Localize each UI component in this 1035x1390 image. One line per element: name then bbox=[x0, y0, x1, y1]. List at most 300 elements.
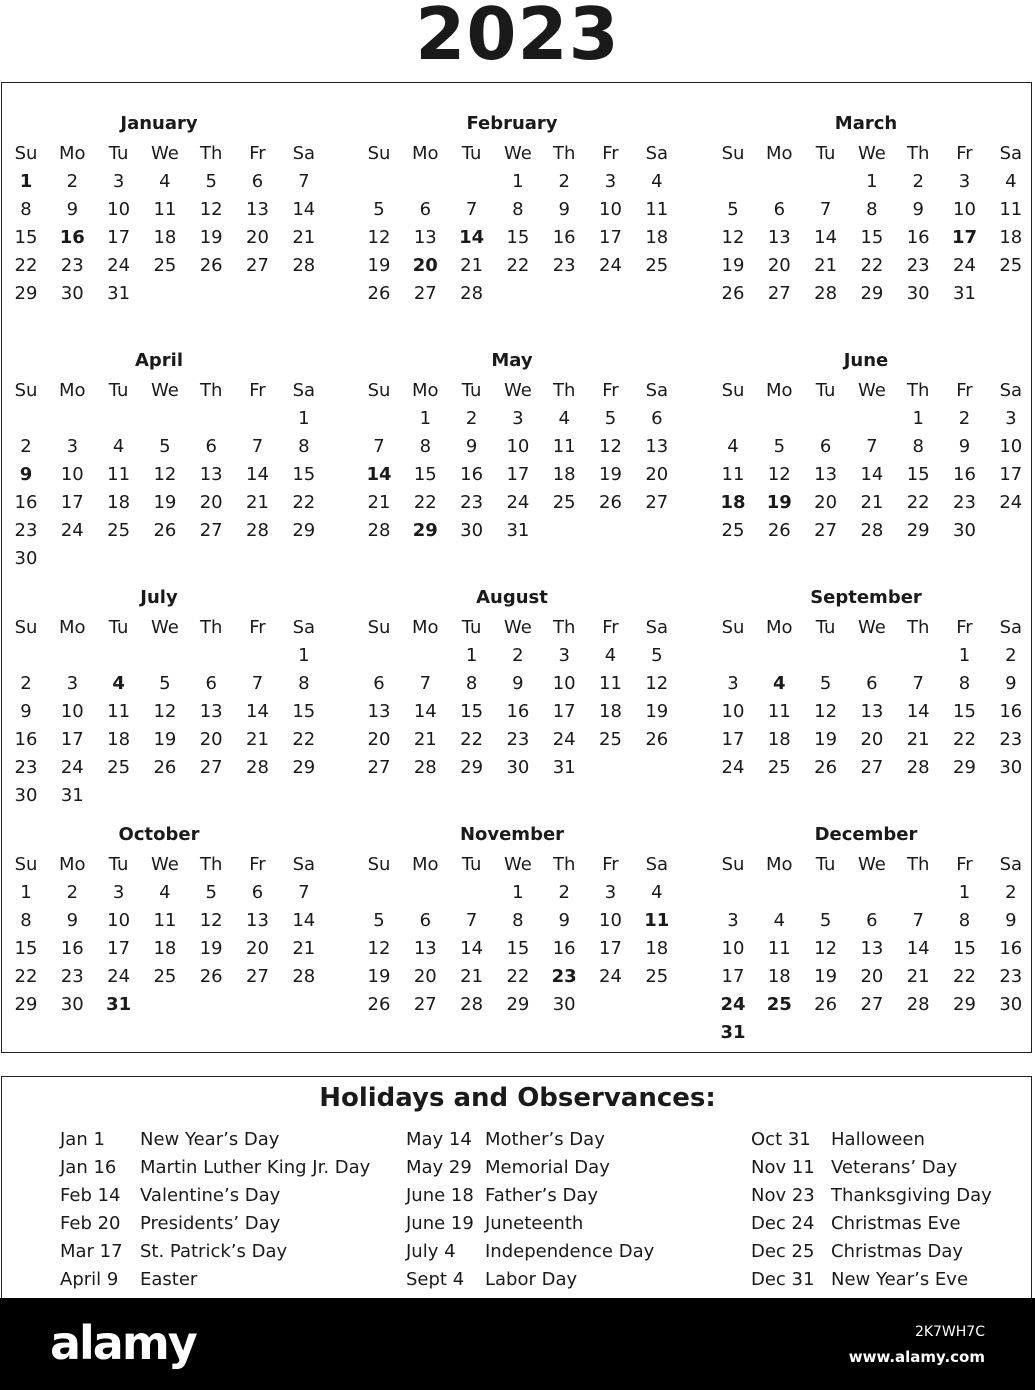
day-cell: 30 bbox=[14, 785, 38, 806]
day-cell: 21 bbox=[367, 492, 391, 513]
day-cell: 10 bbox=[60, 701, 84, 722]
holiday-name: Labor Day bbox=[485, 1269, 578, 1290]
weekday-header: Mo bbox=[59, 380, 86, 401]
holiday-date: Nov 23 bbox=[751, 1185, 815, 1206]
day-cell: 13 bbox=[367, 701, 391, 722]
day-cell: 26 bbox=[814, 757, 838, 778]
day-cell: 2 bbox=[20, 673, 32, 694]
month-name: October bbox=[118, 824, 200, 845]
holiday-name: Mother’s Day bbox=[485, 1129, 605, 1150]
day-cell: 26 bbox=[153, 520, 177, 541]
holiday-row bbox=[406, 1210, 736, 1238]
day-cell: 21 bbox=[246, 729, 269, 750]
day-cell: 15 bbox=[292, 464, 316, 485]
weekday-header: Th bbox=[199, 380, 223, 401]
weekday-header: We bbox=[857, 617, 886, 638]
weekday-header: Fr bbox=[956, 854, 973, 875]
weekday-header: Su bbox=[721, 143, 745, 164]
weekday-header: Sa bbox=[292, 854, 316, 875]
day-cell: 31 bbox=[106, 994, 132, 1015]
day-cell: 18 bbox=[153, 227, 177, 248]
day-cell: 13 bbox=[645, 436, 669, 457]
day-cell: 21 bbox=[292, 938, 316, 959]
holiday-row bbox=[751, 1210, 1035, 1238]
day-cell: 2 bbox=[512, 645, 524, 666]
day-cell: 22 bbox=[506, 255, 530, 276]
day-cell: 6 bbox=[205, 436, 217, 457]
day-cell: 3 bbox=[958, 171, 971, 192]
day-cell: 5 bbox=[373, 199, 385, 220]
day-cell: 5 bbox=[773, 436, 786, 457]
weekday-header: Su bbox=[14, 617, 38, 638]
day-cell: 2 bbox=[1005, 882, 1017, 903]
day-cell: 5 bbox=[205, 171, 217, 192]
day-cell: 28 bbox=[814, 283, 838, 304]
day-cell: 19 bbox=[153, 729, 177, 750]
weekday-header: Su bbox=[14, 380, 38, 401]
weekday-header: Th bbox=[199, 617, 223, 638]
day-cell: 8 bbox=[912, 436, 924, 457]
day-cell: 16 bbox=[953, 464, 976, 485]
month-april bbox=[4, 348, 334, 578]
holiday-row bbox=[60, 1210, 390, 1238]
day-cell: 29 bbox=[860, 283, 884, 304]
day-cell: 7 bbox=[465, 199, 478, 220]
weekday-header: Sa bbox=[292, 380, 316, 401]
weekday-header: Su bbox=[367, 380, 391, 401]
holiday-row bbox=[751, 1266, 1035, 1294]
holiday-row bbox=[406, 1266, 736, 1294]
day-cell: 7 bbox=[866, 436, 878, 457]
weekday-header: Th bbox=[552, 854, 576, 875]
weekday-header: Sa bbox=[999, 854, 1023, 875]
holiday-date: April 9 bbox=[60, 1269, 119, 1290]
day-cell: 7 bbox=[251, 436, 264, 457]
holiday-name: Father’s Day bbox=[485, 1185, 599, 1206]
weekday-header: Fr bbox=[602, 854, 619, 875]
day-cell: 21 bbox=[860, 492, 884, 513]
day-cell: 29 bbox=[14, 283, 38, 304]
weekday-header: Mo bbox=[59, 143, 86, 164]
day-cell: 4 bbox=[773, 673, 786, 694]
day-cell: 20 bbox=[199, 492, 223, 513]
day-cell: 3 bbox=[558, 645, 570, 666]
day-cell: 19 bbox=[599, 464, 622, 485]
day-cell: 12 bbox=[814, 701, 838, 722]
day-cell: 10 bbox=[721, 701, 745, 722]
weekday-header: Fr bbox=[956, 380, 973, 401]
day-cell: 15 bbox=[413, 464, 437, 485]
footer-url: www.alamy.com bbox=[848, 1348, 985, 1366]
day-cell: 7 bbox=[419, 673, 432, 694]
day-cell: 1 bbox=[419, 408, 432, 429]
weekday-header: We bbox=[150, 617, 179, 638]
day-cell: 6 bbox=[866, 673, 878, 694]
holiday-date: Feb 14 bbox=[60, 1185, 121, 1206]
day-cell: 17 bbox=[951, 227, 978, 248]
day-cell: 1 bbox=[20, 882, 32, 903]
day-cell: 24 bbox=[953, 255, 976, 276]
day-cell: 14 bbox=[860, 464, 884, 485]
weekday-header: We bbox=[150, 854, 179, 875]
day-cell: 8 bbox=[298, 436, 310, 457]
day-cell: 15 bbox=[906, 464, 930, 485]
day-cell: 2 bbox=[558, 171, 570, 192]
holiday-date: Oct 31 bbox=[751, 1129, 811, 1150]
day-cell: 14 bbox=[292, 910, 316, 931]
day-cell: 12 bbox=[645, 673, 669, 694]
day-cell: 27 bbox=[199, 520, 223, 541]
day-cell: 31 bbox=[60, 785, 84, 806]
holiday-row bbox=[60, 1182, 390, 1210]
day-cell: 13 bbox=[860, 938, 884, 959]
month-september bbox=[711, 585, 1035, 815]
holiday-name: Juneteenth bbox=[485, 1213, 584, 1234]
day-cell: 26 bbox=[199, 966, 223, 987]
day-cell: 29 bbox=[906, 520, 930, 541]
day-cell: 8 bbox=[419, 436, 432, 457]
holiday-name: Martin Luther King Jr. Day bbox=[140, 1157, 371, 1178]
day-cell: 18 bbox=[153, 938, 177, 959]
day-cell: 11 bbox=[107, 464, 131, 485]
day-cell: 9 bbox=[1005, 673, 1017, 694]
weekday-header: Th bbox=[552, 143, 576, 164]
day-cell: 27 bbox=[367, 757, 391, 778]
day-cell: 27 bbox=[814, 520, 838, 541]
day-cell: 28 bbox=[906, 757, 930, 778]
day-cell: 2 bbox=[20, 436, 32, 457]
day-cell: 17 bbox=[107, 938, 131, 959]
day-cell: 2 bbox=[66, 882, 79, 903]
day-cell: 11 bbox=[552, 436, 576, 457]
weekday-header: Mo bbox=[766, 854, 793, 875]
day-cell: 30 bbox=[999, 757, 1023, 778]
day-cell: 7 bbox=[819, 199, 832, 220]
weekday-header: We bbox=[503, 143, 532, 164]
holiday-name: New Year’s Day bbox=[140, 1129, 280, 1150]
day-cell: 13 bbox=[246, 910, 269, 931]
holiday-name: Easter bbox=[140, 1269, 198, 1290]
day-cell: 3 bbox=[112, 171, 125, 192]
day-cell: 11 bbox=[107, 701, 131, 722]
day-cell: 22 bbox=[953, 966, 976, 987]
holiday-row bbox=[751, 1126, 1035, 1154]
day-cell: 22 bbox=[292, 492, 316, 513]
day-cell: 5 bbox=[373, 910, 385, 931]
day-cell: 24 bbox=[60, 520, 84, 541]
holiday-date: Nov 11 bbox=[751, 1157, 815, 1178]
day-cell: 14 bbox=[366, 464, 392, 485]
day-cell: 9 bbox=[512, 673, 524, 694]
holiday-date: Sept 4 bbox=[406, 1269, 465, 1290]
day-cell: 4 bbox=[112, 436, 125, 457]
holiday-row bbox=[60, 1266, 390, 1294]
weekday-header: Fr bbox=[602, 143, 619, 164]
day-cell: 18 bbox=[767, 966, 791, 987]
day-cell: 25 bbox=[107, 520, 131, 541]
day-cell: 12 bbox=[367, 227, 391, 248]
day-cell: 6 bbox=[773, 199, 786, 220]
day-cell: 14 bbox=[906, 938, 930, 959]
day-cell: 30 bbox=[552, 994, 576, 1015]
day-cell: 3 bbox=[1005, 408, 1017, 429]
day-cell: 6 bbox=[373, 673, 385, 694]
holiday-row bbox=[406, 1126, 736, 1154]
day-cell: 3 bbox=[604, 171, 617, 192]
day-cell: 25 bbox=[766, 994, 792, 1015]
day-cell: 19 bbox=[814, 966, 838, 987]
day-cell: 23 bbox=[999, 729, 1023, 750]
day-cell: 25 bbox=[999, 255, 1023, 276]
day-cell: 23 bbox=[506, 729, 530, 750]
holiday-name: Christmas Day bbox=[831, 1241, 964, 1262]
day-cell: 15 bbox=[953, 938, 976, 959]
holiday-name: Valentine’s Day bbox=[140, 1185, 281, 1206]
holiday-row bbox=[751, 1238, 1035, 1266]
day-cell: 11 bbox=[721, 464, 745, 485]
day-cell: 7 bbox=[298, 171, 310, 192]
day-cell: 22 bbox=[860, 255, 884, 276]
weekday-header: Th bbox=[906, 143, 930, 164]
day-cell: 7 bbox=[912, 673, 924, 694]
day-cell: 14 bbox=[906, 701, 930, 722]
day-cell: 24 bbox=[599, 255, 622, 276]
day-cell: 23 bbox=[14, 757, 38, 778]
weekday-header: Tu bbox=[461, 617, 482, 638]
day-cell: 10 bbox=[721, 938, 745, 959]
day-cell: 19 bbox=[199, 227, 223, 248]
day-cell: 3 bbox=[512, 408, 524, 429]
day-cell: 29 bbox=[953, 994, 976, 1015]
weekday-header: Tu bbox=[815, 380, 836, 401]
day-cell: 8 bbox=[958, 910, 971, 931]
day-cell: 8 bbox=[20, 910, 32, 931]
month-name: January bbox=[120, 113, 198, 134]
weekday-header: Mo bbox=[59, 617, 86, 638]
day-cell: 20 bbox=[367, 729, 391, 750]
day-cell: 12 bbox=[199, 910, 223, 931]
day-cell: 28 bbox=[413, 757, 437, 778]
weekday-header: Fr bbox=[249, 380, 266, 401]
weekday-header: Tu bbox=[815, 617, 836, 638]
day-cell: 30 bbox=[906, 283, 930, 304]
day-cell: 19 bbox=[153, 492, 177, 513]
day-cell: 27 bbox=[413, 994, 437, 1015]
day-cell: 8 bbox=[512, 199, 524, 220]
month-march bbox=[711, 111, 1035, 341]
year-title: 2023 bbox=[415, 0, 620, 76]
day-cell: 22 bbox=[460, 729, 484, 750]
month-name: March bbox=[834, 113, 898, 134]
day-cell: 7 bbox=[373, 436, 385, 457]
weekday-header: We bbox=[857, 143, 886, 164]
weekday-header: We bbox=[503, 380, 532, 401]
day-cell: 12 bbox=[153, 464, 177, 485]
weekday-header: Mo bbox=[766, 380, 793, 401]
day-cell: 18 bbox=[767, 729, 791, 750]
day-cell: 14 bbox=[292, 199, 316, 220]
day-cell: 6 bbox=[819, 436, 832, 457]
day-cell: 12 bbox=[367, 938, 391, 959]
month-name: December bbox=[814, 824, 918, 845]
day-cell: 23 bbox=[999, 966, 1023, 987]
weekday-header: Tu bbox=[461, 380, 482, 401]
day-cell: 16 bbox=[999, 938, 1023, 959]
day-cell: 22 bbox=[14, 255, 38, 276]
day-cell: 24 bbox=[552, 729, 576, 750]
day-cell: 24 bbox=[599, 966, 622, 987]
weekday-header: Mo bbox=[59, 854, 86, 875]
day-cell: 26 bbox=[153, 757, 177, 778]
weekday-header: Mo bbox=[766, 617, 793, 638]
holiday-row bbox=[60, 1238, 390, 1266]
day-cell: 20 bbox=[246, 938, 269, 959]
weekday-header: Fr bbox=[602, 380, 619, 401]
day-cell: 8 bbox=[465, 673, 478, 694]
day-cell: 12 bbox=[199, 199, 223, 220]
month-name: July bbox=[140, 587, 178, 608]
weekday-header: Fr bbox=[956, 617, 973, 638]
day-cell: 12 bbox=[814, 938, 838, 959]
holiday-date: May 29 bbox=[406, 1157, 472, 1178]
day-cell: 28 bbox=[906, 994, 930, 1015]
day-cell: 9 bbox=[558, 910, 570, 931]
weekday-header: Sa bbox=[999, 380, 1023, 401]
day-cell: 28 bbox=[367, 520, 391, 541]
day-cell: 14 bbox=[413, 701, 437, 722]
day-cell: 12 bbox=[599, 436, 622, 457]
day-cell: 7 bbox=[298, 882, 310, 903]
day-cell: 4 bbox=[651, 882, 663, 903]
day-cell: 1 bbox=[958, 882, 971, 903]
day-cell: 14 bbox=[814, 227, 838, 248]
day-cell: 8 bbox=[298, 673, 310, 694]
day-cell: 10 bbox=[599, 199, 622, 220]
day-cell: 19 bbox=[367, 966, 391, 987]
day-cell: 16 bbox=[60, 938, 84, 959]
day-cell: 29 bbox=[292, 520, 316, 541]
weekday-header: Tu bbox=[461, 854, 482, 875]
day-cell: 24 bbox=[720, 994, 746, 1015]
day-cell: 19 bbox=[645, 701, 669, 722]
day-cell: 26 bbox=[367, 283, 391, 304]
day-cell: 25 bbox=[107, 757, 131, 778]
day-cell: 22 bbox=[14, 966, 38, 987]
day-cell: 27 bbox=[645, 492, 669, 513]
day-cell: 18 bbox=[599, 701, 622, 722]
day-cell: 28 bbox=[860, 520, 884, 541]
day-cell: 22 bbox=[506, 966, 530, 987]
day-cell: 19 bbox=[766, 492, 792, 513]
day-cell: 17 bbox=[60, 492, 84, 513]
day-cell: 18 bbox=[107, 729, 131, 750]
weekday-header: Mo bbox=[412, 854, 439, 875]
day-cell: 26 bbox=[599, 492, 622, 513]
day-cell: 17 bbox=[506, 464, 530, 485]
day-cell: 21 bbox=[292, 227, 316, 248]
day-cell: 9 bbox=[66, 199, 79, 220]
weekday-header: Sa bbox=[645, 143, 669, 164]
day-cell: 13 bbox=[413, 938, 437, 959]
day-cell: 23 bbox=[14, 520, 38, 541]
day-cell: 21 bbox=[413, 729, 437, 750]
weekday-header: Fr bbox=[249, 617, 266, 638]
weekday-header: Mo bbox=[412, 380, 439, 401]
day-cell: 25 bbox=[767, 757, 791, 778]
day-cell: 30 bbox=[999, 994, 1023, 1015]
day-cell: 15 bbox=[860, 227, 884, 248]
weekday-header: Tu bbox=[108, 143, 129, 164]
image-id: 2K7WH7C bbox=[914, 1324, 985, 1340]
day-cell: 20 bbox=[412, 255, 438, 276]
day-cell: 4 bbox=[558, 408, 570, 429]
day-cell: 21 bbox=[460, 255, 484, 276]
day-cell: 3 bbox=[604, 882, 617, 903]
day-cell: 16 bbox=[460, 464, 484, 485]
weekday-header: Su bbox=[367, 854, 391, 875]
day-cell: 13 bbox=[413, 227, 437, 248]
day-cell: 19 bbox=[721, 255, 745, 276]
day-cell: 4 bbox=[651, 171, 663, 192]
weekday-header: Sa bbox=[645, 854, 669, 875]
day-cell: 10 bbox=[506, 436, 530, 457]
day-cell: 17 bbox=[60, 729, 84, 750]
day-cell: 9 bbox=[958, 436, 971, 457]
day-cell: 31 bbox=[107, 283, 131, 304]
day-cell: 16 bbox=[906, 227, 930, 248]
day-cell: 19 bbox=[814, 729, 838, 750]
weekday-header: Tu bbox=[461, 143, 482, 164]
day-cell: 25 bbox=[599, 729, 622, 750]
day-cell: 25 bbox=[153, 255, 177, 276]
day-cell: 3 bbox=[727, 910, 739, 931]
day-cell: 27 bbox=[413, 283, 437, 304]
holiday-name: Thanksgiving Day bbox=[831, 1185, 992, 1206]
weekday-header: Su bbox=[721, 380, 745, 401]
weekday-header: We bbox=[150, 143, 179, 164]
day-cell: 29 bbox=[460, 757, 484, 778]
day-cell: 12 bbox=[153, 701, 177, 722]
day-cell: 1 bbox=[866, 171, 878, 192]
day-cell: 25 bbox=[721, 520, 745, 541]
holiday-date: Dec 24 bbox=[751, 1213, 815, 1234]
day-cell: 5 bbox=[727, 199, 739, 220]
month-february bbox=[357, 111, 687, 341]
day-cell: 16 bbox=[59, 227, 85, 248]
day-cell: 22 bbox=[413, 492, 437, 513]
day-cell: 22 bbox=[906, 492, 930, 513]
day-cell: 13 bbox=[199, 701, 223, 722]
day-cell: 15 bbox=[292, 701, 316, 722]
holiday-name: Christmas Eve bbox=[831, 1213, 961, 1234]
month-name: November bbox=[459, 824, 565, 845]
day-cell: 8 bbox=[866, 199, 878, 220]
weekday-header: We bbox=[150, 380, 179, 401]
day-cell: 9 bbox=[912, 199, 924, 220]
day-cell: 23 bbox=[551, 966, 577, 987]
day-cell: 17 bbox=[999, 464, 1023, 485]
day-cell: 16 bbox=[14, 492, 38, 513]
weekday-header: Tu bbox=[815, 854, 836, 875]
day-cell: 29 bbox=[412, 520, 438, 541]
day-cell: 1 bbox=[912, 408, 924, 429]
month-name: June bbox=[843, 350, 889, 371]
weekday-header: Th bbox=[906, 854, 930, 875]
weekday-header: Fr bbox=[602, 617, 619, 638]
day-cell: 29 bbox=[14, 994, 38, 1015]
holiday-date: Dec 25 bbox=[751, 1241, 815, 1262]
day-cell: 1 bbox=[465, 645, 478, 666]
